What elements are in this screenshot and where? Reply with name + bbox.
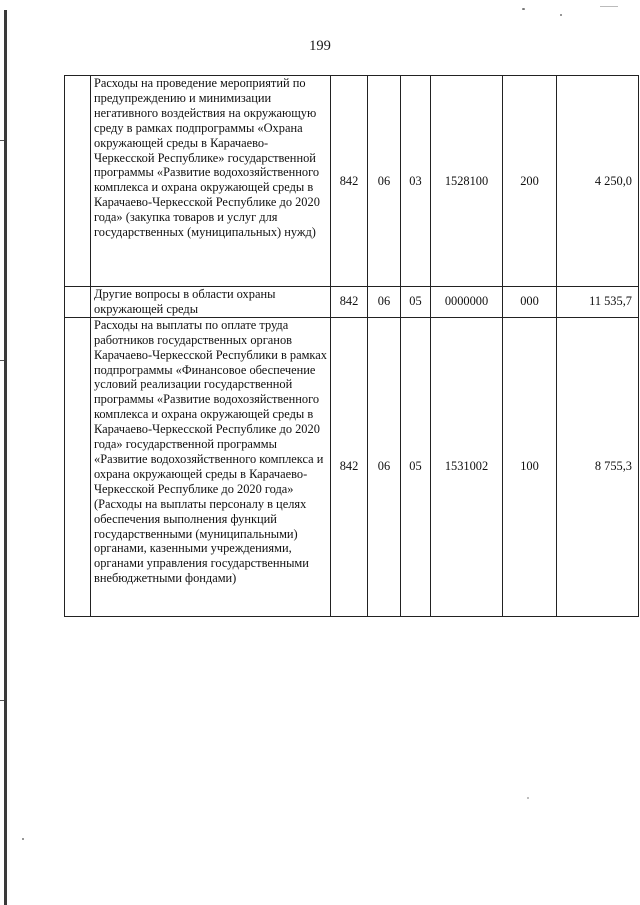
section-cell: 06 [368, 317, 401, 616]
amount-cell: 11 535,7 [557, 287, 639, 318]
target-article-cell: 1528100 [431, 76, 503, 287]
row-number-cell [65, 317, 91, 616]
expense-type-cell: 100 [503, 317, 557, 616]
subsection-cell: 05 [401, 317, 431, 616]
scan-speck [22, 838, 24, 840]
scan-speck [527, 797, 529, 799]
target-article-cell: 0000000 [431, 287, 503, 318]
page-number: 199 [309, 38, 331, 54]
amount-cell: 8 755,3 [557, 317, 639, 616]
description-cell: Расходы на выплаты по оплате труда работников государственных органов Карачаево-Черкесской Республики в рамках подпрограммы «Финансовое обеспечение условий реализации государственной программы «Развитие водохозяйственного комплекса и охрана окружающей среды в Карачаево-Черкесской Республике до 2020 года» государственной программы «Развитие водохозяйственного комплекса и охрана окружающей среды в Карачаево-Черкесской Республике до 2020 года» (Расходы на выплаты персоналу в целях обеспечения выполнения функций государственными (муниципальными) органами, казенными учреждениями, органами управления государственными внебюджетными фондами) [91, 317, 331, 616]
admin-code-cell: 842 [331, 76, 368, 287]
amount-cell: 4 250,0 [557, 76, 639, 287]
expense-type-cell: 200 [503, 76, 557, 287]
section-cell: 06 [368, 287, 401, 318]
scan-tick [0, 700, 4, 701]
scan-speck [522, 8, 525, 10]
row-number-cell [65, 287, 91, 318]
description-cell: Другие вопросы в области охраны окружающей среды [91, 287, 331, 318]
budget-table [64, 75, 639, 617]
expense-type-cell: 000 [503, 287, 557, 318]
admin-code-cell: 842 [331, 317, 368, 616]
table-row [65, 317, 639, 616]
scan-tick [0, 140, 4, 141]
scan-speck [560, 14, 562, 16]
table-row [65, 287, 639, 318]
admin-code-cell: 842 [331, 287, 368, 318]
description-cell: Расходы на проведение мероприятий по предупреждению и минимизации негативного воздействия на окружающую среду в рамках подпрограммы «Охрана окружающей среды в Карачаево-Черкесской Республике» государственной программы «Развитие водохозяйственного комплекса и охрана окружающей среды в Карачаево-Черкесской Республике до 2020 года» (закупка товаров и услуг для государственных (муниципальных) нужд) [91, 76, 331, 287]
table-row [65, 76, 639, 287]
scan-speck [600, 6, 618, 7]
target-article-cell: 1531002 [431, 317, 503, 616]
page-edge-scan-mark [4, 10, 7, 905]
section-cell: 06 [368, 76, 401, 287]
subsection-cell: 05 [401, 287, 431, 318]
scan-tick [0, 360, 4, 361]
subsection-cell: 03 [401, 76, 431, 287]
row-number-cell [65, 76, 91, 287]
